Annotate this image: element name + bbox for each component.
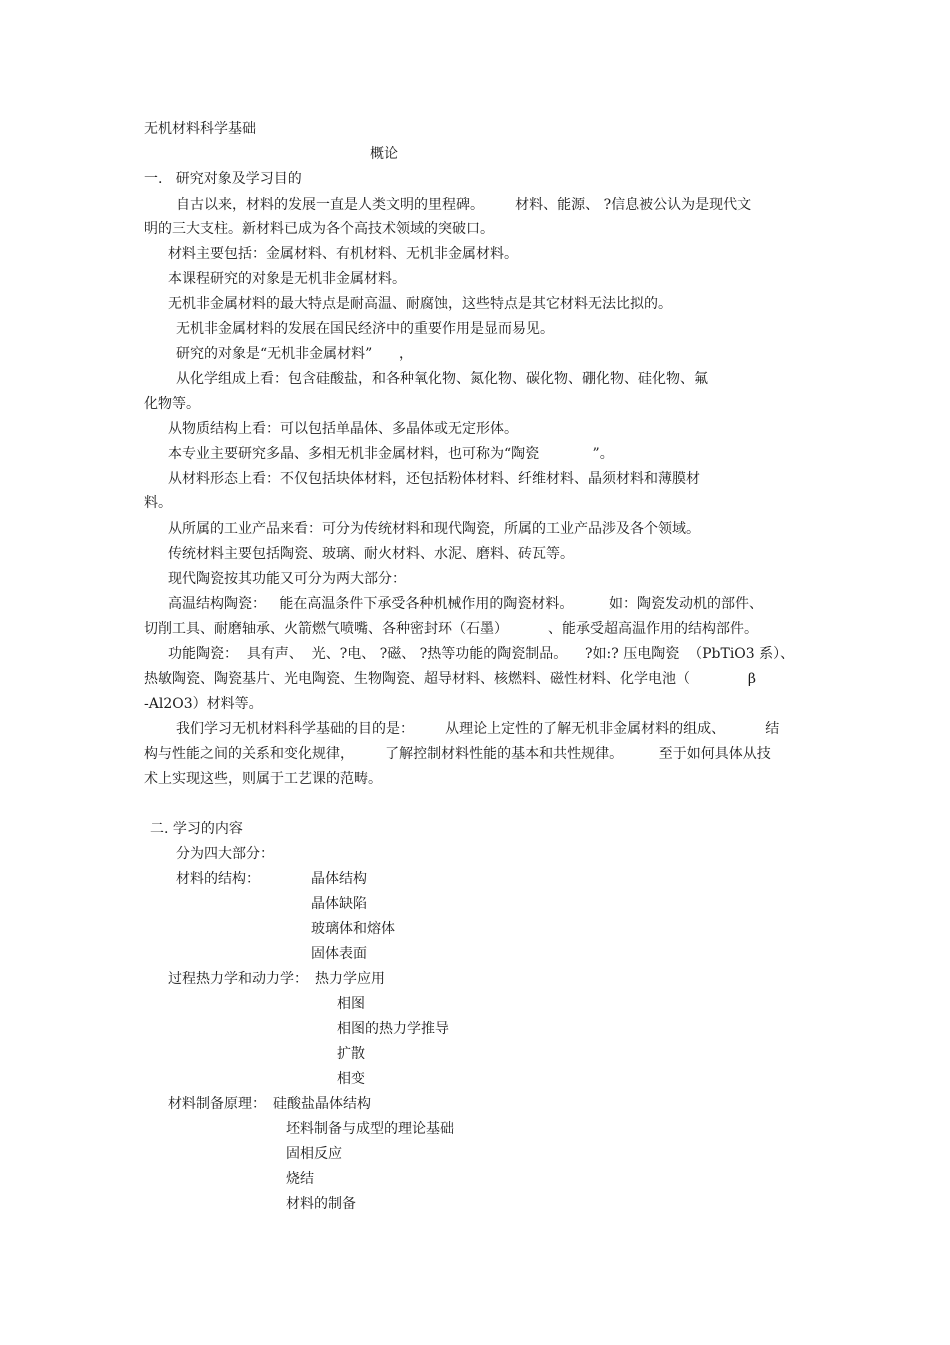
paragraph-line: 自古以来，材料的发展一直是人类文明的里程碑。 材料、能源、 ?信息被公认为是现代文 <box>176 197 752 213</box>
paragraph-line: -Al2O3）材料等。 <box>144 696 263 712</box>
paragraph-line: 明的三大支柱。新材料已成为各个高技术领域的突破口。 <box>144 221 494 237</box>
paragraph-line: 热敏陶瓷、陶瓷基片、光电陶瓷、生物陶瓷、超导材料、核燃料、磁性材料、化学电池（ β <box>144 671 756 687</box>
outline-label: 材料的结构： <box>176 871 260 887</box>
outline-item: 固体表面 <box>311 946 367 962</box>
paragraph-line: 化物等。 <box>144 396 200 412</box>
paragraph-line: 料。 <box>144 495 172 511</box>
paragraph-line: 我们学习无机材料科学基础的目的是： 从理论上定性的了解无机非金属材料的组成、 结 <box>176 721 780 737</box>
outline-item: 热力学应用 <box>315 971 385 987</box>
outline-item: 材料的制备 <box>286 1196 356 1212</box>
paragraph-line: 从物质结构上看：可以包括单晶体、多晶体或无定形体。 <box>168 421 518 437</box>
paragraph-line: 无机非金属材料的最大特点是耐高温、耐腐蚀，这些特点是其它材料无法比拟的。 <box>168 296 672 312</box>
section-heading: 一. 研究对象及学习目的 <box>144 171 302 187</box>
paragraph-line: 本专业主要研究多晶、多相无机非金属材料，也可称为“陶瓷 ”。 <box>168 446 614 462</box>
outline-item: 扩散 <box>337 1046 365 1062</box>
paragraph-line: 本课程研究的对象是无机非金属材料。 <box>168 271 406 287</box>
paragraph-line: 研究的对象是“无机非金属材料” ， <box>176 346 414 362</box>
outline-item: 晶体缺陷 <box>311 896 367 912</box>
paragraph-line: 高温结构陶瓷： 能在高温条件下承受各种机械作用的陶瓷材料。 如：陶瓷发动机的部件、 <box>168 596 763 612</box>
outline-item: 相变 <box>337 1071 365 1087</box>
outline-label: 材料制备原理： <box>168 1096 266 1112</box>
paragraph-line: 从材料形态上看：不仅包括块体材料，还包括粉体材料、纤维材料、晶须材料和薄膜材 <box>168 471 700 487</box>
outline-item: 坯料制备与成型的理论基础 <box>286 1121 454 1137</box>
document-title: 无机材料科学基础 <box>144 121 256 137</box>
paragraph-line: 无机非金属材料的发展在国民经济中的重要作用是显而易见。 <box>176 321 554 337</box>
outline-item: 相图的热力学推导 <box>337 1021 449 1037</box>
paragraph-line: 从化学组成上看：包含硅酸盐，和各种氧化物、氮化物、碳化物、硼化物、硅化物、氟 <box>176 371 708 387</box>
outline-item: 硅酸盐晶体结构 <box>273 1096 371 1112</box>
section-heading: 二. 学习的内容 <box>150 821 243 837</box>
paragraph-line: 切削工具、耐磨轴承、火箭燃气喷嘴、各种密封环（石墨） 、能承受超高温作用的结构部件。 <box>144 621 759 637</box>
paragraph-line: 传统材料主要包括陶瓷、玻璃、耐火材料、水泥、磨料、砖瓦等。 <box>168 546 574 562</box>
paragraph-line: 构与性能之间的关系和变化规律， 了解控制材料性能的基本和共性规律。 至于如何具体从技 <box>144 746 771 762</box>
outline-item: 玻璃体和熔体 <box>311 921 395 937</box>
paragraph-line: 功能陶瓷： 具有声、 光、?电、 ?磁、 ?热等功能的陶瓷制品。 ?如:? 压电陶瓷 （PbTiO3 系）、 <box>168 646 795 662</box>
paragraph-line: 现代陶瓷按其功能又可分为两大部分： <box>168 571 406 587</box>
outline-item: 烧结 <box>286 1171 314 1187</box>
outline-item: 固相反应 <box>286 1146 342 1162</box>
chapter-title: 概论 <box>370 146 398 162</box>
outline-item: 晶体结构 <box>311 871 367 887</box>
paragraph-line: 术上实现这些，则属于工艺课的范畴。 <box>144 771 382 787</box>
paragraph-line: 分为四大部分： <box>176 846 274 862</box>
outline-item: 相图 <box>337 996 365 1012</box>
outline-label: 过程热力学和动力学： <box>168 971 308 987</box>
paragraph-line: 从所属的工业产品来看：可分为传统材料和现代陶瓷，所属的工业产品涉及各个领域。 <box>168 521 700 537</box>
paragraph-line: 材料主要包括：金属材料、有机材料、无机非金属材料。 <box>168 246 518 262</box>
